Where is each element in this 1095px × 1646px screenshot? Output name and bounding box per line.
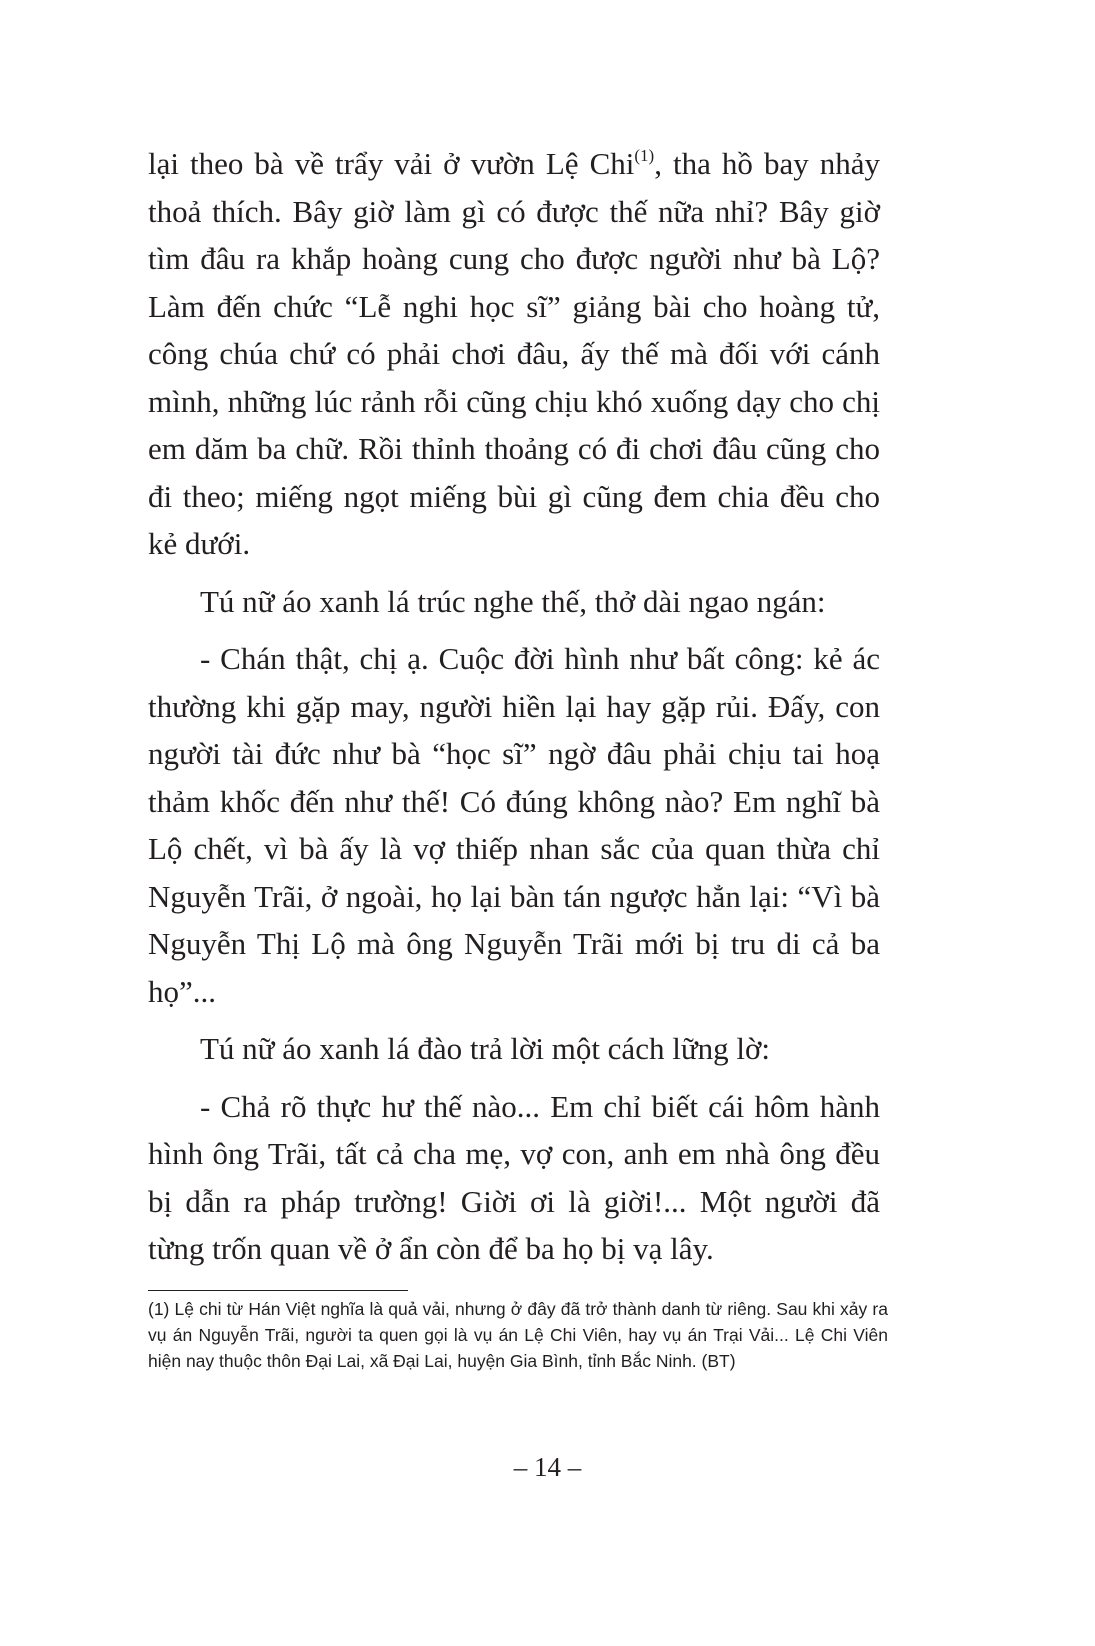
- page-body: [148, 140, 880, 1273]
- footnote-reference[interactable]: (1): [634, 145, 655, 165]
- paragraph-1-text: lại theo bà về trẩy vải ở vườn Lệ Chi: [148, 146, 635, 181]
- paragraph-1: [148, 140, 880, 568]
- footnote: (1) Lệ chi từ Hán Việt nghĩa là quả vải, nhưng ở đây đã trở thành danh từ riêng. Sau khi xảy ra vụ án Nguyễn Trãi, người ta quen gọi là vụ án Lệ Chi Viên, hay vụ án Trại Vải... Lệ Chi Viên hiện nay thuộc thôn Đại Lai, xã Đại Lai, huyện Gia Bình, tỉnh Bắc Ninh. (BT): [148, 1299, 888, 1371]
- footnote-divider: [148, 1290, 408, 1291]
- paragraph-5: - Chả rõ thực hư thế nào... Em chỉ biết cái hôm hành hình ông Trãi, tất cả cha mẹ, vợ con, anh em nhà ông đều bị dẫn ra pháp trường! Giời ơi là giời!... Một người đã từng trốn quan về ở ẩn còn để ba họ bị vạ lây.: [148, 1088, 880, 1266]
- paragraph-4: Tú nữ áo xanh lá đào trả lời một cách lững lờ:: [200, 1031, 770, 1066]
- paragraph-3: - Chán thật, chị ạ. Cuộc đời hình như bất công: kẻ ác thường khi gặp may, người hiền lại hay gặp rủi. Đấy, con người tài đức như bà “học sĩ” ngờ đâu phải chịu tai hoạ thảm khốc đến như thế! Có đúng không nào? Em nghĩ bà Lộ chết, vì bà ấy là vợ thiếp nhan sắc của quan thừa chỉ Nguyễn Trãi, ở ngoài, họ lại bàn tán ngược hẳn lại: “Vì bà Nguyễn Thị Lộ mà ông Nguyễn Trãi mới bị tru di cả ba họ”...: [148, 641, 880, 1009]
- paragraph-1-rest: , tha hồ bay nhảy thoả thích. Bây giờ làm gì có được thế nữa nhỉ? Bây giờ tìm đâu ra khắp hoàng cung cho được người như bà Lộ? Làm đến chức “Lễ nghi học sĩ” giảng bài cho hoàng tử, công chúa chứ có phải chơi đâu, ấy thế mà đối với cánh mình, những lúc rảnh rỗi cũng chịu khó xuống dạy cho chị em dăm ba chữ. Rồi thỉnh thoảng có đi chơi đâu cũng cho đi theo; miếng ngọt miếng bùi gì cũng đem chia đều cho kẻ dưới.: [148, 146, 881, 561]
- paragraph-2: Tú nữ áo xanh lá trúc nghe thế, thở dài ngao ngán:: [200, 583, 826, 619]
- page-number: – 14 –: [513, 1452, 582, 1482]
